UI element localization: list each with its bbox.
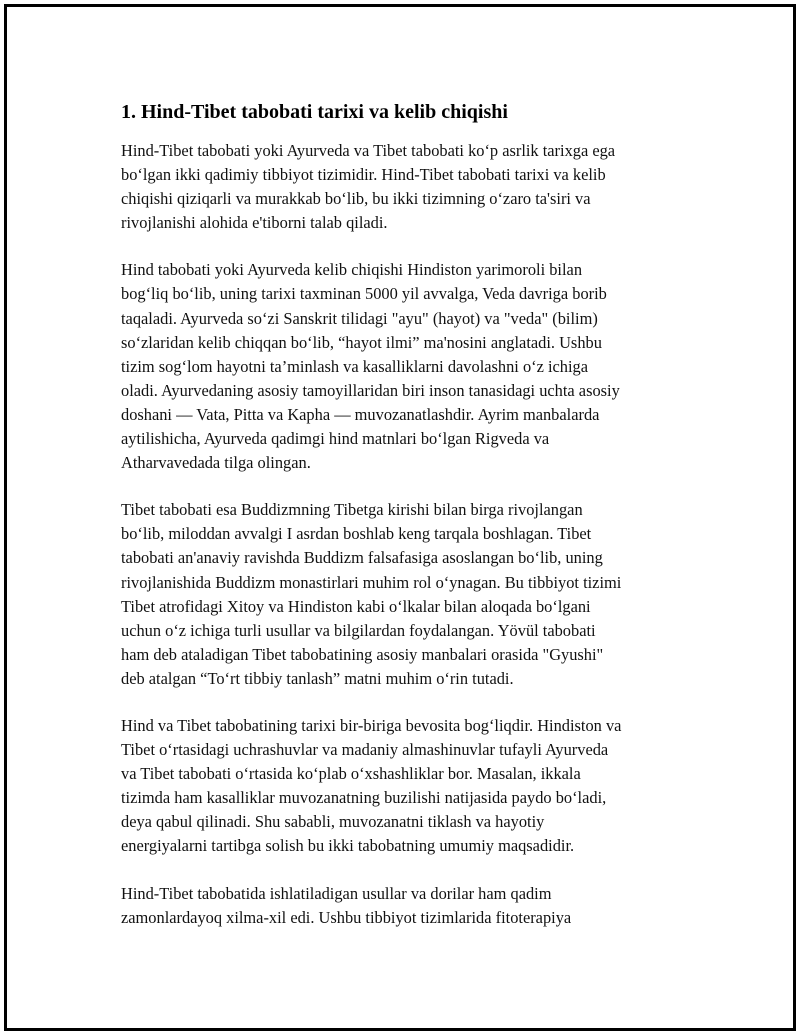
page-frame — [4, 4, 796, 1031]
paragraph — [121, 882, 711, 930]
text-line: Hind tabobati yoki Ayurveda kelib chiqishi Hindiston yarimoroli bilan — [121, 260, 583, 280]
text-line: Tibet o‘rtasidagi uchrashuvlar va madaniy almashinuvlar tufayli Ayurveda — [121, 740, 609, 760]
text-line: aytilishicha, Ayurveda qadimgi hind matnlari bo‘lgan Rigveda va — [121, 429, 550, 449]
text-line: doshani — Vata, Pitta va Kapha — muvozanatlashdir. Ayrim manbalarda — [121, 404, 600, 424]
paragraph-container — [121, 139, 711, 930]
paragraph — [121, 498, 711, 691]
text-line: bo‘lib, miloddan avvalgi I asrdan boshlab keng tarqala boshlagan. Tibet — [121, 524, 592, 544]
section-title: 1. Hind-Tibet tabobati tarixi va kelib chiqishi — [121, 101, 508, 123]
text-line: energiyalarni tartibga solish bu ikki tabobatning umumiy maqsadidir. — [121, 836, 575, 856]
text-line: Tibet atrofidagi Xitoy va Hindiston kabi o‘lkalar bilan aloqada bo‘lgani — [121, 596, 591, 616]
text-line: tizim sog‘lom hayotni ta’minlash va kasalliklarni davolashni o‘z ichiga — [121, 356, 589, 376]
text-line: tizimda ham kasalliklar muvozanatning buzilishi natijasida paydo bo‘ladi, — [121, 788, 607, 808]
paragraph — [121, 139, 711, 235]
text-line: oladi. Ayurvedaning asosiy tamoyillaridan biri inson tanasidagi uchta asosiy — [121, 380, 620, 400]
paragraph — [121, 258, 711, 475]
text-line: va Tibet tabobati o‘rtasida ko‘plab o‘xshashliklar bor. Masalan, ikkala — [121, 764, 581, 784]
text-line: chiqishi qiziqarli va murakkab bo‘lib, bu ikki tizimning o‘zaro ta'siri va — [121, 189, 591, 209]
text-line: Hind va Tibet tabobatining tarixi bir-biriga bevosita bog‘liqdir. Hindiston va — [121, 715, 622, 735]
paragraph — [121, 714, 711, 859]
text-line: ham deb ataladigan Tibet tabobatining asosiy manbalari orasida "Gyushi" — [121, 644, 604, 664]
text-line: tabobati an'anaviy ravishda Buddizm falsafasiga asoslangan bo‘lib, uning — [121, 548, 603, 568]
text-line: deya qabul qilinadi. Shu sababli, muvozanatni tiklash va hayotiy — [121, 812, 545, 832]
text-line: Atharvavedada tilga olingan. — [121, 453, 311, 473]
text-line: taqaladi. Ayurveda so‘zi Sanskrit tilidagi "ayu" (hayot) va "veda" (bilim) — [121, 308, 598, 328]
text-line: rivojlanishida Buddizm monastirlari muhim rol o‘ynagan. Bu tibbiyot tizimi — [121, 572, 622, 592]
text-line: uchun o‘z ichiga turli usullar va bilgilardan foydalangan. Yövül tabobati — [121, 620, 596, 640]
text-line: Tibet tabobati esa Buddizmning Tibetga kirishi bilan birga rivojlangan — [121, 500, 583, 520]
text-line: bo‘lgan ikki qadimiy tibbiyot tizimidir. Hind-Tibet tabobati tarixi va kelib — [121, 165, 606, 185]
text-line: bog‘liq bo‘lib, uning tarixi taxminan 5000 yil avvalga, Veda davriga borib — [121, 284, 607, 304]
document-body — [121, 99, 711, 953]
text-line: rivojlanishi alohida e'tiborni talab qiladi. — [121, 213, 388, 233]
text-line: so‘zlaridan kelib chiqqan bo‘lib, “hayot ilmi” ma'nosini anglatadi. Ushbu — [121, 332, 602, 352]
text-line: deb atalgan “To‘rt tibbiy tanlash” matni muhim o‘rin tutadi. — [121, 668, 514, 688]
text-line: Hind-Tibet tabobati yoki Ayurveda va Tibet tabobati ko‘p asrlik tarixga ega — [121, 141, 616, 160]
text-line: Hind-Tibet tabobatida ishlatiladigan usullar va dorilar ham qadim — [121, 883, 552, 903]
text-line: zamonlardayoq xilma-xil edi. Ushbu tibbiyot tizimlarida fitoterapiya — [121, 907, 572, 927]
